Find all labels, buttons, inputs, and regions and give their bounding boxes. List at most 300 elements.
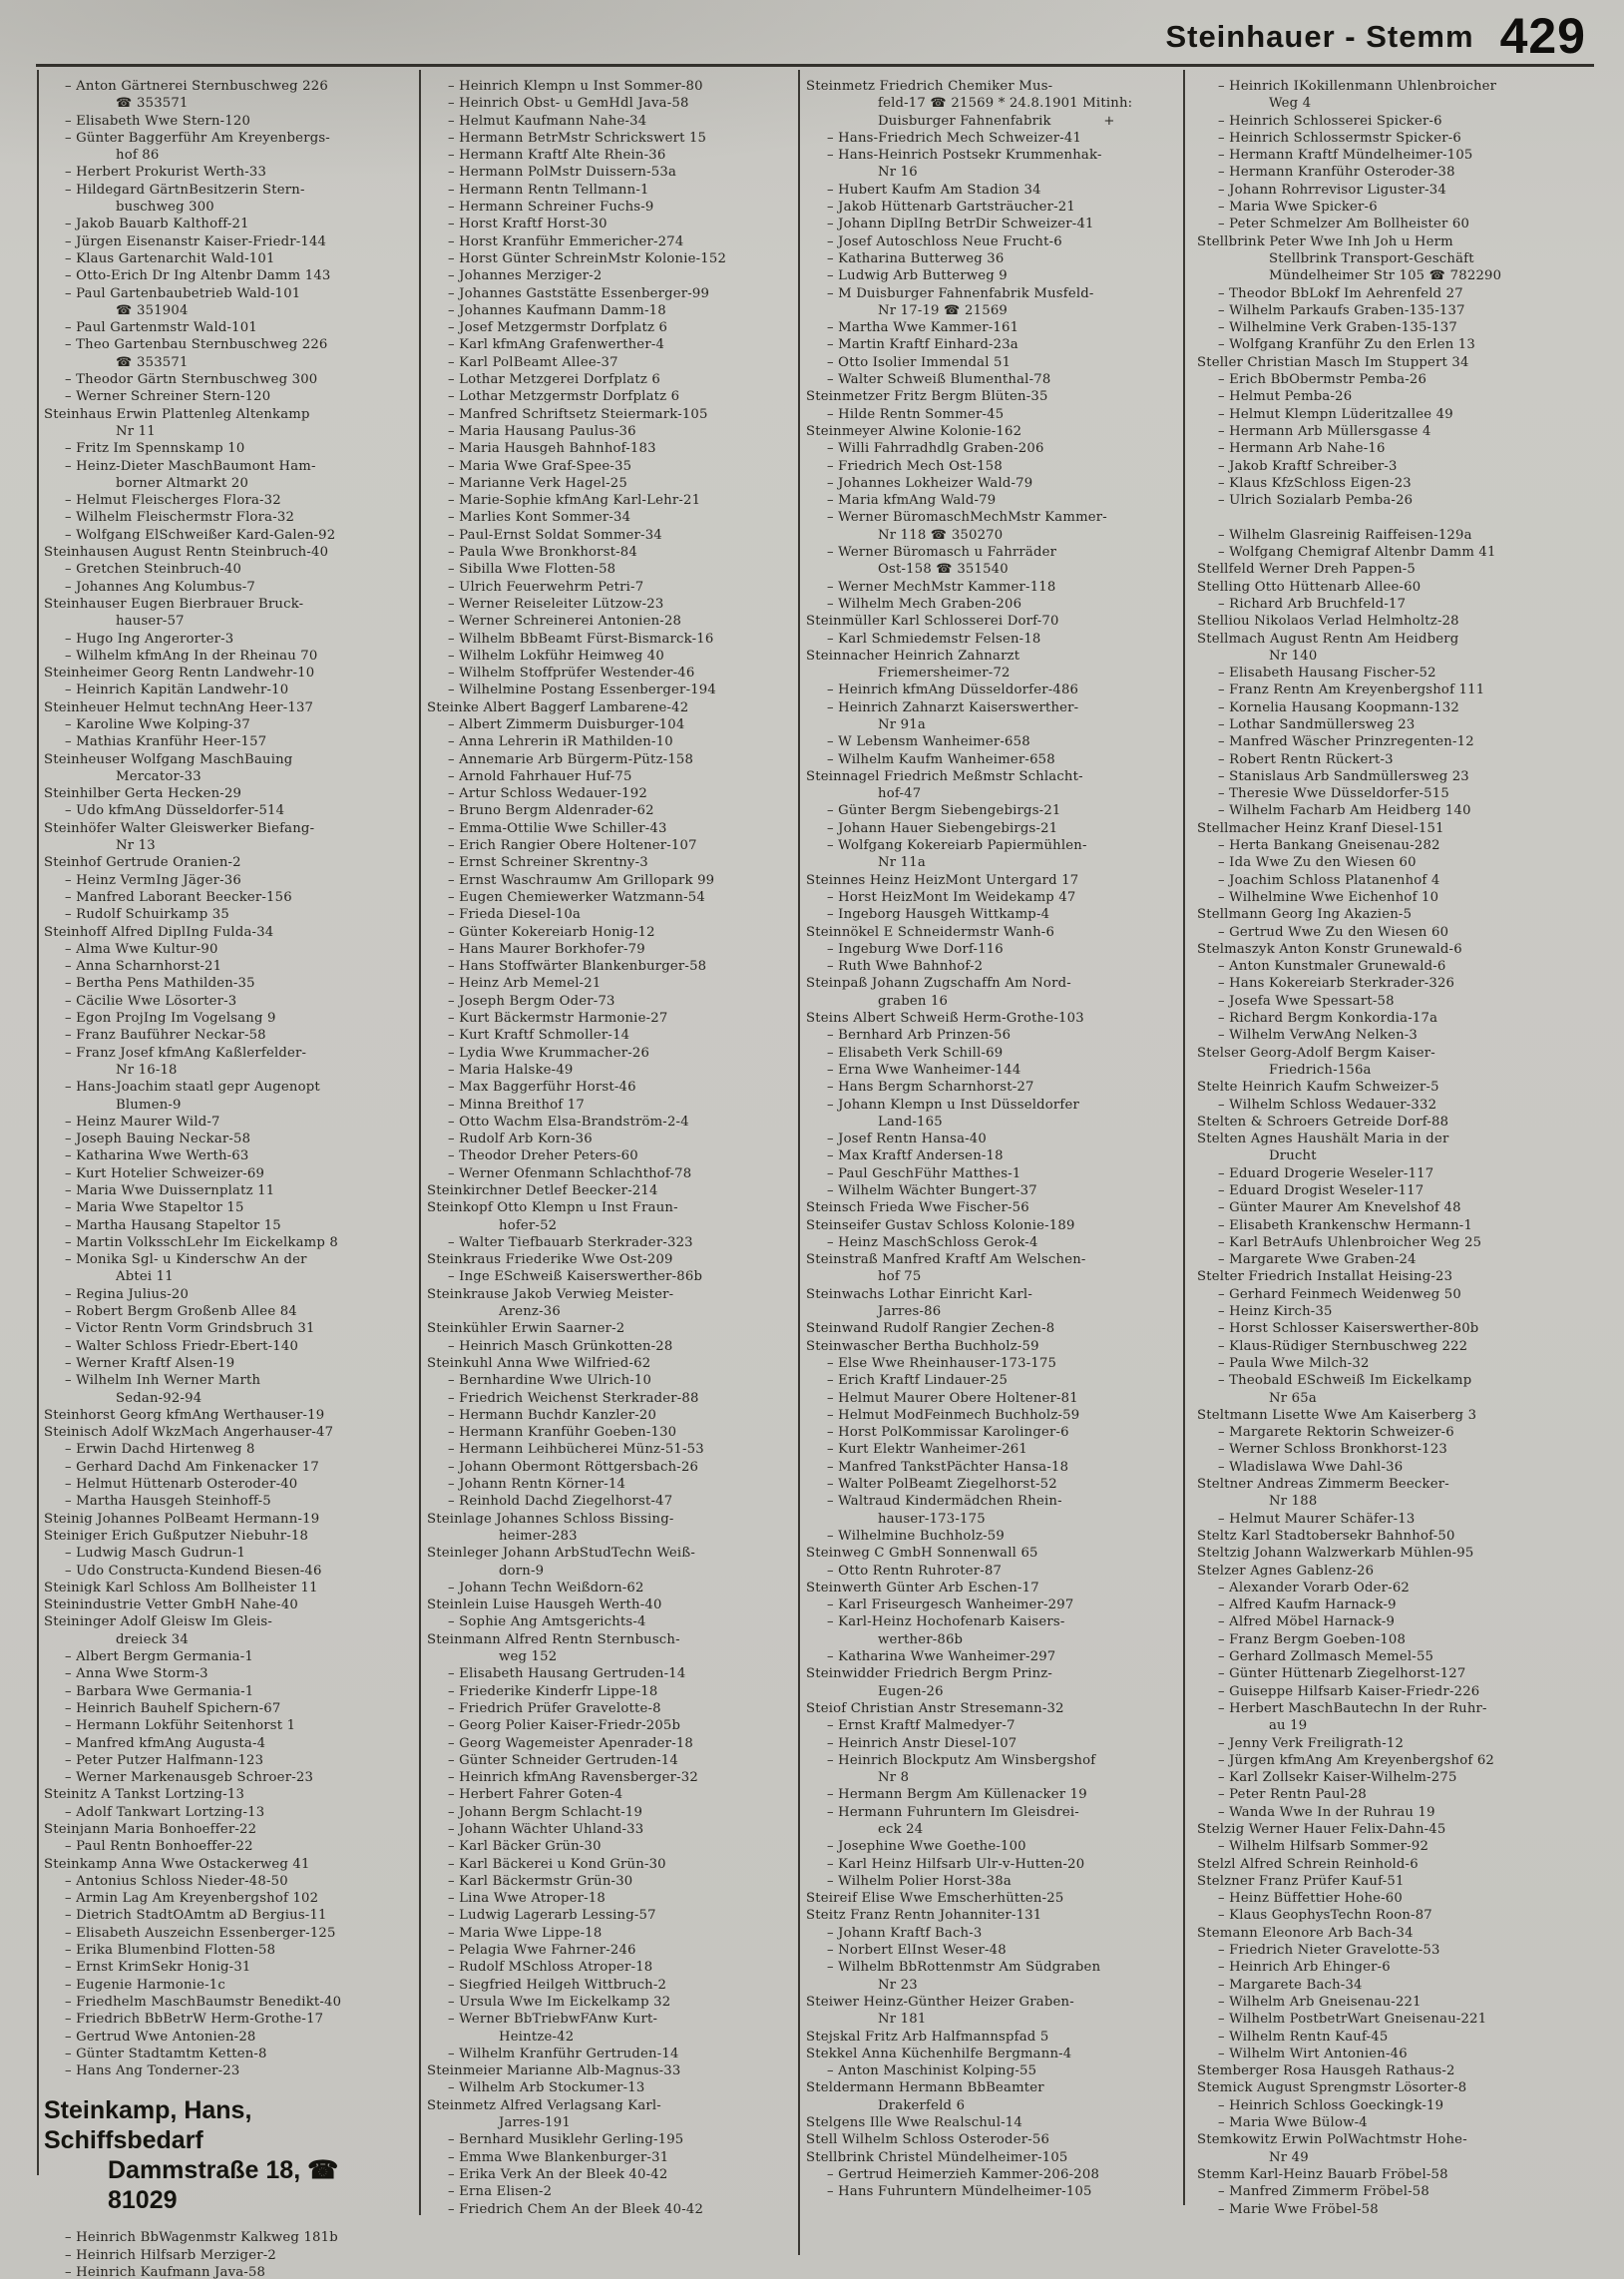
sub-entry: – Rudolf Schuirkamp 35 <box>65 907 229 923</box>
sub-entry: – Gerhard Dachd Am Finkenacker 17 <box>65 1459 319 1475</box>
sub-entry: – Erika Verk An der Bleek 40-42 <box>448 2166 668 2182</box>
sub-entry: – Helmut Klempn Lüderitzallee 49 <box>1218 406 1453 422</box>
sub-entry: – Helmut ModFeinmech Buchholz-59 <box>827 1407 1080 1423</box>
sub-entry: – Fritz Im Spennskamp 10 <box>65 441 245 457</box>
surname-entry: Stemm Karl-Heinz Bauarb Fröbel-58 <box>1197 2166 1448 2182</box>
sub-entry: – Werner BbTriebwFAnw Kurt- <box>448 2012 658 2028</box>
sub-entry: – Emma-Ottilie Wwe Schiller-43 <box>448 820 667 836</box>
sub-entry: – Paula Wwe Bronkhorst-84 <box>448 545 637 561</box>
sub-entry: – Maria kfmAng Wald-79 <box>827 493 997 509</box>
surname-entry: Stellmacher Heinz Kranf Diesel-151 <box>1197 820 1444 836</box>
sub-entry: – Heinrich Schlossermstr Spicker-6 <box>1218 130 1462 146</box>
entry-continuation: eck 24 <box>878 1821 924 1837</box>
sub-entry: – Wilhelm Kaufm Wanheimer-658 <box>827 751 1055 767</box>
sub-entry: – Karl Zollsekr Kaiser-Wilhelm-275 <box>1218 1770 1457 1786</box>
sub-entry: – Max Kraftf Andersen-18 <box>827 1148 1004 1164</box>
sub-entry: – Wilhelmine Postang Essenberger-194 <box>448 683 716 698</box>
sub-entry: – Theodor Gärtn Sternbuschweg 300 <box>65 372 318 388</box>
sub-entry: – Karl Bäckermstr Grün-30 <box>448 1873 633 1889</box>
sub-entry: – Antonius Schloss Nieder-48-50 <box>65 1873 288 1889</box>
sub-entry: – Hans Maurer Borkhofer-79 <box>448 941 645 957</box>
sub-entry: – Horst Kraftf Horst-30 <box>448 217 608 232</box>
sub-entry: – Wolfgang ElSchweißer Kard-Galen-92 <box>65 527 336 543</box>
entry-continuation: Jarres-191 <box>499 2115 571 2131</box>
sub-entry: – Dietrich StadtOAmtm aD Bergius-11 <box>65 1908 327 1924</box>
sub-entry: – Werner MechMstr Kammer-118 <box>827 579 1056 595</box>
sub-entry: – Maria Halske-49 <box>448 1062 574 1078</box>
sub-entry: – Annemarie Arb Bürgerm-Pütz-158 <box>448 751 694 767</box>
sub-entry: – Heinrich Zahnarzt Kaiserswerther- <box>827 699 1079 715</box>
sub-entry: – Hermann Buchdr Kanzler-20 <box>448 1407 657 1423</box>
sub-entry: – Adolf Tankwart Lortzing-13 <box>65 1804 265 1820</box>
column-1 <box>44 78 411 2279</box>
surname-entry: Steinkrause Jakob Verwieg Meister- <box>427 1286 674 1302</box>
sub-entry: – Rudolf MSchloss Atroper-18 <box>448 1960 653 1976</box>
sub-entry: – Maria Wwe Graf-Spee-35 <box>448 458 632 474</box>
sub-entry: – Ernst Waschraumw Am Grillopark 99 <box>448 872 715 888</box>
surname-entry: Steinlein Luise Hausgeh Werth-40 <box>427 1597 662 1613</box>
entry-continuation: hof 86 <box>116 148 160 164</box>
sub-entry: – Ernst KrimSekr Honig-31 <box>65 1960 251 1976</box>
sub-entry: – Eduard Drogerie Weseler-117 <box>1218 1165 1434 1181</box>
sub-entry: – Joseph Bauing Neckar-58 <box>65 1132 251 1147</box>
sub-entry: – Johann Kraftf Bach-3 <box>827 1925 983 1941</box>
sub-entry: – M Duisburger Fahnenfabrik Musfeld- <box>827 285 1094 301</box>
surname-entry: Stekkel Anna Küchenhilfe Bergmann-4 <box>806 2046 1072 2061</box>
sub-entry: – Karl PolBeamt Allee-37 <box>448 354 618 370</box>
sub-entry: – Wilhelm Lokführ Heimweg 40 <box>448 648 664 664</box>
sub-entry: – Heinrich Bauhelf Spichern-67 <box>65 1700 281 1716</box>
column-2 <box>427 78 790 2218</box>
sub-entry: – Theodor BbLokf Im Aehrenfeld 27 <box>1218 285 1463 301</box>
surname-entry: Steinkopf Otto Klempn u Inst Fraun- <box>427 1200 678 1216</box>
sub-entry: – Stanislaus Arb Sandmüllersweg 23 <box>1218 768 1469 784</box>
surname-entry: Steinitz A Tankst Lortzing-13 <box>44 1787 245 1803</box>
sub-entry: – Barbara Wwe Germania-1 <box>65 1683 254 1699</box>
sub-entry: – Helmut Maurer Obere Holtener-81 <box>827 1390 1078 1406</box>
entry-continuation: dorn-9 <box>499 1563 545 1579</box>
surname-entry: Steinmetz Alfred Verlagsang Karl- <box>427 2097 661 2113</box>
entry-continuation: Nr 11 <box>116 423 156 439</box>
entry-continuation: heimer-283 <box>499 1528 578 1544</box>
sub-entry: – Kornelia Hausang Koopmann-132 <box>1218 699 1459 715</box>
entry-continuation: hauser-173-175 <box>878 1511 986 1527</box>
sub-entry: – Armin Lag Am Kreyenbergshof 102 <box>65 1891 319 1907</box>
surname-entry: Steinjann Maria Bonhoeffer-22 <box>44 1821 257 1837</box>
sub-entry: – Helmut Maurer Schäfer-13 <box>1218 1511 1416 1527</box>
sub-entry: – Martin Kraftf Einhard-23a <box>827 337 1018 353</box>
sub-entry: – Guiseppe Hilfsarb Kaiser-Friedr-226 <box>1218 1683 1480 1699</box>
sub-entry: – Johann Techn Weißdorn-62 <box>448 1580 644 1595</box>
sub-entry: – Jakob Hüttenarb Gartsträucher-21 <box>827 200 1075 216</box>
surname-entry: Stelte Heinrich Kaufm Schweizer-5 <box>1197 1080 1439 1096</box>
sub-entry: – Paul Gartenmstr Wald-101 <box>65 320 257 336</box>
sub-entry: – Ruth Wwe Bahnhof-2 <box>827 959 984 975</box>
sub-entry: – Jakob Bauarb Kalthoff-21 <box>65 217 249 232</box>
sub-entry: – Wilhelm Mech Graben-206 <box>827 596 1022 612</box>
sub-entry: – Rudolf Arb Korn-36 <box>448 1132 593 1147</box>
sub-entry: – Wilhelmine Verk Graben-135-137 <box>1218 320 1457 336</box>
sub-entry: – Joseph Bergm Oder-73 <box>448 993 615 1009</box>
sub-entry: – Josef Rentn Hansa-40 <box>827 1132 987 1147</box>
entry-continuation: Nr 16 <box>878 165 918 181</box>
sub-entry: – Martha Hausang Stapeltor 15 <box>65 1217 281 1233</box>
surname-entry: Stelliou Nikolaos Verlad Helmholtz-28 <box>1197 614 1459 630</box>
surname-entry: Steinhilber Gerta Hecken-29 <box>44 786 242 802</box>
sub-entry: – Hermann BetrMstr Schrickswert 15 <box>448 130 707 146</box>
sub-entry: – Helmut Pemba-26 <box>1218 389 1353 405</box>
entry-continuation: Drakerfeld 6 <box>878 2097 966 2113</box>
sub-entry: – Günter Maurer Am Knevelshof 48 <box>1218 1200 1461 1216</box>
entry-continuation: Nr 49 <box>1269 2149 1309 2165</box>
surname-entry: Steinsch Frieda Wwe Fischer-56 <box>806 1200 1029 1216</box>
column-divider-3 <box>1183 70 1185 2205</box>
sub-entry: – Theo Gartenbau Sternbuschweg 226 <box>65 337 328 353</box>
sub-entry: – Herbert Fahrer Goten-4 <box>448 1787 623 1803</box>
entry-continuation: weg 152 <box>499 1649 558 1665</box>
sub-entry: – Heinrich Obst- u GemHdl Java-58 <box>448 96 689 112</box>
sub-entry: – Friedrich Chem An der Bleek 40-42 <box>448 2201 704 2217</box>
entry-continuation: Ost-158 ☎ 351540 <box>878 562 1009 578</box>
sub-entry: – Horst HeizMont Im Weidekamp 47 <box>827 889 1076 905</box>
surname-entry: Steinisch Adolf WkzMach Angerhauser-47 <box>44 1425 334 1441</box>
sub-entry: – Heinrich kfmAng Düsseldorfer-486 <box>827 683 1079 698</box>
sub-entry: – Siegfried Heilgeh Wittbruch-2 <box>448 1977 667 1993</box>
sub-entry: – Heinrich Masch Grünkotten-28 <box>448 1338 673 1354</box>
sub-entry: – Katharina Wwe Wanheimer-297 <box>827 1649 1056 1665</box>
sub-entry: – Karl Heinz Hilfsarb Ulr-v-Hutten-20 <box>827 1856 1085 1872</box>
sub-entry: – Werner Kraftf Alsen-19 <box>65 1355 235 1371</box>
sub-entry: – Walter Schweiß Blumenthal-78 <box>827 372 1051 388</box>
sub-entry: – Maria Hausgeh Bahnhof-183 <box>448 441 656 457</box>
surname-entry: Steinhoff Alfred DiplIng Fulda-34 <box>44 924 274 940</box>
entry-continuation: buschweg 300 <box>116 200 214 216</box>
sub-entry: – Hermann PolMstr Duissern-53a <box>448 165 677 181</box>
surname-entry: Steinmetz Friedrich Chemiker Mus- <box>806 79 1053 94</box>
sub-entry: – Karl Bäckerei u Kond Grün-30 <box>448 1856 666 1872</box>
surname-entry: Steinhausen August Rentn Steinbruch-40 <box>44 545 329 561</box>
surname-entry: Steinhorst Georg kfmAng Werthauser-19 <box>44 1407 325 1423</box>
sub-entry: – Albert Zimmerm Duisburger-104 <box>448 716 685 732</box>
sub-entry: – Jenny Verk Freiligrath-12 <box>1218 1735 1405 1751</box>
entry-continuation: Eugen-26 <box>878 1683 944 1699</box>
sub-entry: – Katharina Wwe Werth-63 <box>65 1148 249 1164</box>
sub-entry: – Heinz-Dieter MaschBaumont Ham- <box>65 458 316 474</box>
sub-entry: – Helmut Hüttenarb Osteroder-40 <box>65 1477 298 1493</box>
sub-entry: – Reinhold Dachd Ziegelhorst-47 <box>448 1494 673 1510</box>
surname-entry: Steiof Christian Anstr Stresemann-32 <box>806 1700 1064 1716</box>
surname-entry: Steldermann Hermann BbBeamter <box>806 2080 1044 2096</box>
sub-entry: – Hermann Rentn Tellmann-1 <box>448 182 649 198</box>
entry-continuation: Nr 91a <box>878 716 926 732</box>
entry-continuation: Nr 17-19 ☎ 21569 <box>878 302 1009 318</box>
sub-entry: – Wilhelm kfmAng In der Rheinau 70 <box>65 648 318 664</box>
page-number: 429 <box>1499 8 1586 64</box>
surname-entry: Stelmaszyk Anton Konstr Grunewald-6 <box>1197 941 1462 957</box>
entry-continuation: ☎ 353571 <box>116 354 189 370</box>
sub-entry: – Franz Bauführer Neckar-58 <box>65 1028 266 1044</box>
surname-entry: Steinwand Rudolf Rangier Zechen-8 <box>806 1321 1055 1337</box>
sub-entry: – Paul-Ernst Soldat Sommer-34 <box>448 527 662 543</box>
surname-entry: Steinhauser Eugen Bierbrauer Bruck- <box>44 596 304 612</box>
sub-entry: – Heinrich Kaufmann Java-58 <box>65 2265 266 2279</box>
sub-entry: – Manfred Laborant Beecker-156 <box>65 889 292 905</box>
surname-entry: Stellbrink Christel Mündelheimer-105 <box>806 2149 1068 2165</box>
surname-entry: Stemick August Sprengmstr Lösorter-8 <box>1197 2080 1467 2096</box>
sub-entry: – Elisabeth Auszeichn Essenberger-125 <box>65 1925 336 1941</box>
spacer <box>1197 509 1602 526</box>
sub-entry: – Lothar Metzgermstr Dorfplatz 6 <box>448 389 680 405</box>
sub-entry: – Friedrich BbBetrW Herm-Grothe-17 <box>65 2012 324 2028</box>
entry-continuation: dreieck 34 <box>116 1631 189 1647</box>
sub-entry: – Friederike Kinderfr Lippe-18 <box>448 1683 658 1699</box>
surname-entry: Stemkowitz Erwin PolWachtmstr Hohe- <box>1197 2132 1467 2148</box>
sub-entry: – Elisabeth Krankenschw Hermann-1 <box>1218 1217 1473 1233</box>
sub-entry: – Inge ESchweiß Kaiserswerther-86b <box>448 1269 703 1285</box>
surname-entry: Steinke Albert Baggerf Lambarene-42 <box>427 699 689 715</box>
sub-entry: – Lothar Metzgerei Dorfplatz 6 <box>448 372 661 388</box>
sub-entry: – Hermann Kraftf Alte Rhein-36 <box>448 148 666 164</box>
sub-entry: – Victor Rentn Vorm Grindsbruch 31 <box>65 1321 315 1337</box>
entry-continuation: Mündelheimer Str 105 ☎ 782290 <box>1269 268 1502 284</box>
sub-entry: – Norbert ElInst Weser-48 <box>827 1943 1007 1959</box>
sub-entry: – Manfred kfmAng Augusta-4 <box>65 1735 266 1751</box>
surname-entry: Steinleger Johann ArbStudTechn Weiß- <box>427 1546 696 1562</box>
sub-entry: – Wilhelm Glasreinig Raiffeisen-129a <box>1218 527 1472 543</box>
sub-entry: – Bruno Bergm Aldenrader-62 <box>448 803 654 819</box>
sub-entry: – Gerhard Zollmasch Memel-55 <box>1218 1649 1434 1665</box>
entry-continuation: hof-47 <box>878 786 922 802</box>
sub-entry: – Helmut Kaufmann Nahe-34 <box>448 113 647 129</box>
sub-entry: – Marlies Kont Sommer-34 <box>448 510 631 526</box>
sub-entry: – Manfred Zimmerm Fröbel-58 <box>1218 2184 1429 2200</box>
sub-entry: – Hubert Kaufm Am Stadion 34 <box>827 182 1041 198</box>
surname-entry: Steinnagel Friedrich Meßmstr Schlacht- <box>806 768 1083 784</box>
ad-line: Dammstraße 18, ☎ 81029 <box>108 2156 346 2215</box>
sub-entry: – Wilhelm Fleischermstr Flora-32 <box>65 510 295 526</box>
surname-entry: Stelten & Schroers Getreide Dorf-88 <box>1197 1114 1449 1130</box>
surname-entry: Steltmann Lisette Wwe Am Kaiserberg 3 <box>1197 1407 1477 1423</box>
surname-entry: Steinheimer Georg Rentn Landwehr-10 <box>44 666 315 682</box>
sub-entry: – Franz Josef kfmAng Kaßlerfelder- <box>65 1045 307 1061</box>
entry-continuation: Stellbrink Transport-Geschäft <box>1269 250 1474 266</box>
sub-entry: – Heinz Maurer Wild-7 <box>65 1114 220 1130</box>
sub-entry: – Hugo Ing Angerorter-3 <box>65 631 234 647</box>
sub-entry: – Wilhelm VerwAng Nelken-3 <box>1218 1028 1419 1044</box>
sub-entry: – Wilhelm Kranführ Gertruden-14 <box>448 2046 679 2061</box>
surname-entry: Steininger Adolf Gleisw Im Gleis- <box>44 1614 273 1630</box>
sub-entry: – Friedrich Mech Ost-158 <box>827 458 1003 474</box>
surname-entry: Steinwascher Bertha Buchholz-59 <box>806 1338 1039 1354</box>
surname-entry: Steins Albert Schweiß Herm-Grothe-103 <box>806 1011 1084 1027</box>
sub-entry: – Wilhelm BbRottenmstr Am Südgraben <box>827 1960 1101 1976</box>
sub-entry: – Johann Klempn u Inst Düsseldorfer <box>827 1097 1079 1113</box>
sub-entry: – Hans-Friedrich Mech Schweizer-41 <box>827 130 1082 146</box>
sub-entry: – Gerhard Feinmech Weidenweg 50 <box>1218 1286 1461 1302</box>
sub-entry: – Karoline Wwe Kolping-37 <box>65 716 250 732</box>
entry-continuation: au 19 <box>1269 1718 1308 1734</box>
sub-entry: – Heinrich Anstr Diesel-107 <box>827 1735 1017 1751</box>
sub-entry: – Hermann Kranführ Osteroder-38 <box>1218 165 1455 181</box>
surname-entry: Steireif Elise Wwe Emscherhütten-25 <box>806 1891 1064 1907</box>
sub-entry: – Robert Rentn Rückert-3 <box>1218 751 1394 767</box>
sub-entry: – Elisabeth Verk Schill-69 <box>827 1045 1004 1061</box>
surname-entry: Steinlage Johannes Schloss Bissing- <box>427 1511 674 1527</box>
sub-entry: – Wanda Wwe In der Ruhrau 19 <box>1218 1804 1435 1820</box>
sub-entry: – Theresie Wwe Düsseldorfer-515 <box>1218 786 1449 802</box>
sub-entry: – Günter Stadtamtm Ketten-8 <box>65 2046 267 2061</box>
entry-continuation: Friedrich-156a <box>1269 1062 1372 1078</box>
sub-entry: – Maria Wwe Stapeltor 15 <box>65 1200 244 1216</box>
sub-entry: – Anton Kunstmaler Grunewald-6 <box>1218 959 1446 975</box>
surname-entry: Steinkirchner Detlef Beecker-214 <box>427 1183 658 1198</box>
sub-entry: – Theobald ESchweiß Im Eickelkamp <box>1218 1373 1472 1389</box>
sub-entry: – Maria Wwe Lippe-18 <box>448 1925 603 1941</box>
sub-entry: – Wilhelm Polier Horst-38a <box>827 1873 1012 1889</box>
sub-entry: – Heinrich Schloss Goeckingk-19 <box>1218 2097 1444 2113</box>
sub-entry: – Horst PolKommissar Karolinger-6 <box>827 1425 1069 1441</box>
sub-entry: – Manfred Schriftsetz Steiermark-105 <box>448 406 708 422</box>
sub-entry: – Peter Putzer Halfmann-123 <box>65 1752 264 1768</box>
sub-entry: – Karl kfmAng Grafenwerther-4 <box>448 337 665 353</box>
sub-entry: – Willi Fahrradhdlg Graben-206 <box>827 441 1044 457</box>
surname-entry: Steinmetzer Fritz Bergm Blüten-35 <box>806 389 1048 405</box>
entry-continuation: hofer-52 <box>499 1217 558 1233</box>
sub-entry: – Heinrich Blockputz Am Winsbergshof <box>827 1752 1096 1768</box>
sub-entry: – Erna Elisen-2 <box>448 2184 553 2200</box>
sub-entry: – Manfred Wäscher Prinzregenten-12 <box>1218 734 1474 750</box>
surname-entry: Steltner Andreas Zimmerm Beecker- <box>1197 1477 1449 1493</box>
entry-continuation: Nr 181 <box>878 2012 927 2028</box>
sub-entry: – Hermann Arb Müllersgasse 4 <box>1218 423 1431 439</box>
sub-entry: – Heinz MaschSchloss Gerok-4 <box>827 1234 1038 1250</box>
sub-entry: – Hermann Lokführ Seitenhorst 1 <box>65 1718 296 1734</box>
sub-entry: – W Lebensm Wanheimer-658 <box>827 734 1030 750</box>
sub-entry: – Friedrich Prüfer Gravelotte-8 <box>448 1700 661 1716</box>
sub-entry: – Hans Stoffwärter Blankenburger-58 <box>448 959 707 975</box>
sub-entry: – Richard Arb Bruchfeld-17 <box>1218 596 1407 612</box>
sub-entry: – Ingeburg Wwe Dorf-116 <box>827 941 1004 957</box>
surname-entry: Stelzer Agnes Gablenz-26 <box>1197 1563 1375 1579</box>
sub-entry: – Ernst Schreiner Skrentny-3 <box>448 855 648 871</box>
sub-entry: – Ulrich Feuerwehrm Petri-7 <box>448 579 644 595</box>
sub-entry: – Elisabeth Hausang Fischer-52 <box>1218 666 1436 682</box>
sub-entry: – Heinz Kirch-35 <box>1218 1304 1333 1320</box>
sub-entry: – Wilhelm Facharb Am Heidberg 140 <box>1218 803 1471 819</box>
sub-entry: – Werner Markenausgeb Schroer-23 <box>65 1770 314 1786</box>
sub-entry: – Else Wwe Rheinhauser-173-175 <box>827 1355 1057 1371</box>
sub-entry: – Bertha Pens Mathilden-35 <box>65 976 255 992</box>
entry-continuation: Friemersheimer-72 <box>878 666 1011 682</box>
surname-entry: Steinwidder Friedrich Bergm Prinz- <box>806 1666 1053 1682</box>
sub-entry: – Hans Fuhruntern Mündelheimer-105 <box>827 2184 1092 2200</box>
sub-entry: – Johannes Kaufmann Damm-18 <box>448 302 666 318</box>
sub-entry: – Otto Isolier Immendal 51 <box>827 354 1012 370</box>
sub-entry: – Jürgen kfmAng Am Kreyenbergshof 62 <box>1218 1752 1495 1768</box>
sub-entry: – Maria Wwe Duissernplatz 11 <box>65 1183 275 1198</box>
sub-entry: – Ida Wwe Zu den Wiesen 60 <box>1218 855 1417 871</box>
entry-continuation: Mercator-33 <box>116 768 202 784</box>
sub-entry: – Hermann Fuhruntern Im Gleisdrei- <box>827 1804 1079 1820</box>
sub-entry: – Karl Friseurgesch Wanheimer-297 <box>827 1597 1074 1613</box>
sub-entry: – Maria Wwe Spicker-6 <box>1218 200 1378 216</box>
sub-entry: – Lina Wwe Atroper-18 <box>448 1891 606 1907</box>
sub-entry: – Heinrich IKokillenmann Uhlenbroicher <box>1218 79 1497 94</box>
sub-entry: – Franz Rentn Am Kreyenbergshof 111 <box>1218 683 1485 698</box>
sub-entry: – Marie Wwe Fröbel-58 <box>1218 2201 1379 2217</box>
entry-continuation: Nr 118 ☎ 350270 <box>878 527 1004 543</box>
surname-entry: Stellmann Georg Ing Akazien-5 <box>1197 907 1413 923</box>
sub-entry: – Cäcilie Wwe Lösorter-3 <box>65 993 237 1009</box>
sub-entry: – Horst Schlosser Kaiserswerther-80b <box>1218 1321 1479 1337</box>
surname-entry: Steltzig Johann Walzwerkarb Mühlen-95 <box>1197 1546 1474 1562</box>
sub-entry: – Udo Constructa-Kundend Biesen-46 <box>65 1563 322 1579</box>
sub-entry: – Georg Polier Kaiser-Friedr-205b <box>448 1718 681 1734</box>
surname-entry: Steinmeier Marianne Alb-Magnus-33 <box>427 2063 681 2079</box>
surname-entry: Stelgens Ille Wwe Realschul-14 <box>806 2115 1022 2131</box>
sub-entry: – Klaus-Rüdiger Sternbuschweg 222 <box>1218 1338 1468 1354</box>
surname-entry: Steinnacher Heinrich Zahnarzt <box>806 648 1020 664</box>
sub-entry: – Hermann Bergm Am Küllenacker 19 <box>827 1787 1087 1803</box>
surname-entry: Steinwerth Günter Arb Eschen-17 <box>806 1580 1039 1595</box>
sub-entry: – Margarete Wwe Graben-24 <box>1218 1252 1417 1268</box>
surname-entry: Stell Wilhelm Schloss Osteroder-56 <box>806 2132 1050 2148</box>
sub-entry: – Lydia Wwe Krummacher-26 <box>448 1045 650 1061</box>
sub-entry: – Mathias Kranführ Heer-157 <box>65 734 267 750</box>
sub-entry: – Josef Autoschloss Neue Frucht-6 <box>827 233 1062 249</box>
sub-entry: – Eugen Chemiewerker Watzmann-54 <box>448 889 705 905</box>
sub-entry: – Walter Schloss Friedr-Ebert-140 <box>65 1338 299 1354</box>
sub-entry: – Josefa Wwe Spessart-58 <box>1218 993 1395 1009</box>
surname-entry: Steinmüller Karl Schlosserei Dorf-70 <box>806 614 1059 630</box>
sub-entry: – Ludwig Lagerarb Lessing-57 <box>448 1908 656 1924</box>
sub-entry: – Ludwig Masch Gudrun-1 <box>65 1546 246 1562</box>
sub-entry: – Erich Kraftf Lindauer-25 <box>827 1373 1009 1389</box>
surname-entry: Steinheuer Helmut technAng Heer-137 <box>44 699 314 715</box>
sub-entry: – Horst Kranführ Emmericher-274 <box>448 233 684 249</box>
sub-entry: – Heinz VermIng Jäger-36 <box>65 872 241 888</box>
sub-entry: – Sophie Ang Amtsgerichts-4 <box>448 1614 646 1630</box>
sub-entry: – Horst Günter SchreinMstr Kolonie-152 <box>448 250 727 266</box>
sub-entry: – Karl-Heinz Hochofenarb Kaisers- <box>827 1614 1065 1630</box>
sub-entry: – Wolfgang Chemigraf Altenbr Damm 41 <box>1218 545 1496 561</box>
sub-entry: – Hans-Joachim staatl gepr Augenopt <box>65 1080 320 1096</box>
sub-entry: – Heinrich Hilfsarb Merziger-2 <box>65 2247 276 2263</box>
sub-entry: – Anton Gärtnerei Sternbuschweg 226 <box>65 79 328 94</box>
entry-continuation: Land-165 <box>878 1114 943 1130</box>
sub-entry: – Erika Blumenbind Flotten-58 <box>65 1943 276 1959</box>
entry-continuation: Weg 4 <box>1269 96 1312 112</box>
sub-entry: – Heinrich Klempn u Inst Sommer-80 <box>448 79 703 94</box>
sub-entry: – Egon ProjIng Im Vogelsang 9 <box>65 1011 276 1027</box>
sub-entry: – Hans-Heinrich Postsekr Krummenhak- <box>827 148 1102 164</box>
sub-entry: – Alfred Möbel Harnack-9 <box>1218 1614 1396 1630</box>
entry-continuation: Nr 13 <box>116 838 156 854</box>
surname-entry: Steinhaus Erwin Plattenleg Altenkamp <box>44 406 310 422</box>
sub-entry: – Kurt Kraftf Schmoller-14 <box>448 1028 630 1044</box>
sub-entry: – Karl BetrAufs Uhlenbroicher Weg 25 <box>1218 1234 1482 1250</box>
sub-entry: – Hans Bergm Scharnhorst-27 <box>827 1080 1034 1096</box>
sub-entry: – Hermann Kranführ Goeben-130 <box>448 1425 677 1441</box>
surname-entry: Steinkühler Erwin Saarner-2 <box>427 1321 625 1337</box>
sub-entry: – Ingeborg Hausgeh Wittkamp-4 <box>827 907 1050 923</box>
sub-entry: – Alexander Vorarb Oder-62 <box>1218 1580 1411 1595</box>
sub-entry: – Wilhelmine Wwe Eichenhof 10 <box>1218 889 1439 905</box>
surname-entry: Steinkraus Friederike Wwe Ost-209 <box>427 1252 673 1268</box>
entry-continuation: feld-17 ☎ 21569 * 24.8.1901 Mitinh: <box>878 96 1133 112</box>
sub-entry: – Arnold Fahrhauer Huf-75 <box>448 768 632 784</box>
sub-entry: – Minna Breithof 17 <box>448 1097 585 1113</box>
